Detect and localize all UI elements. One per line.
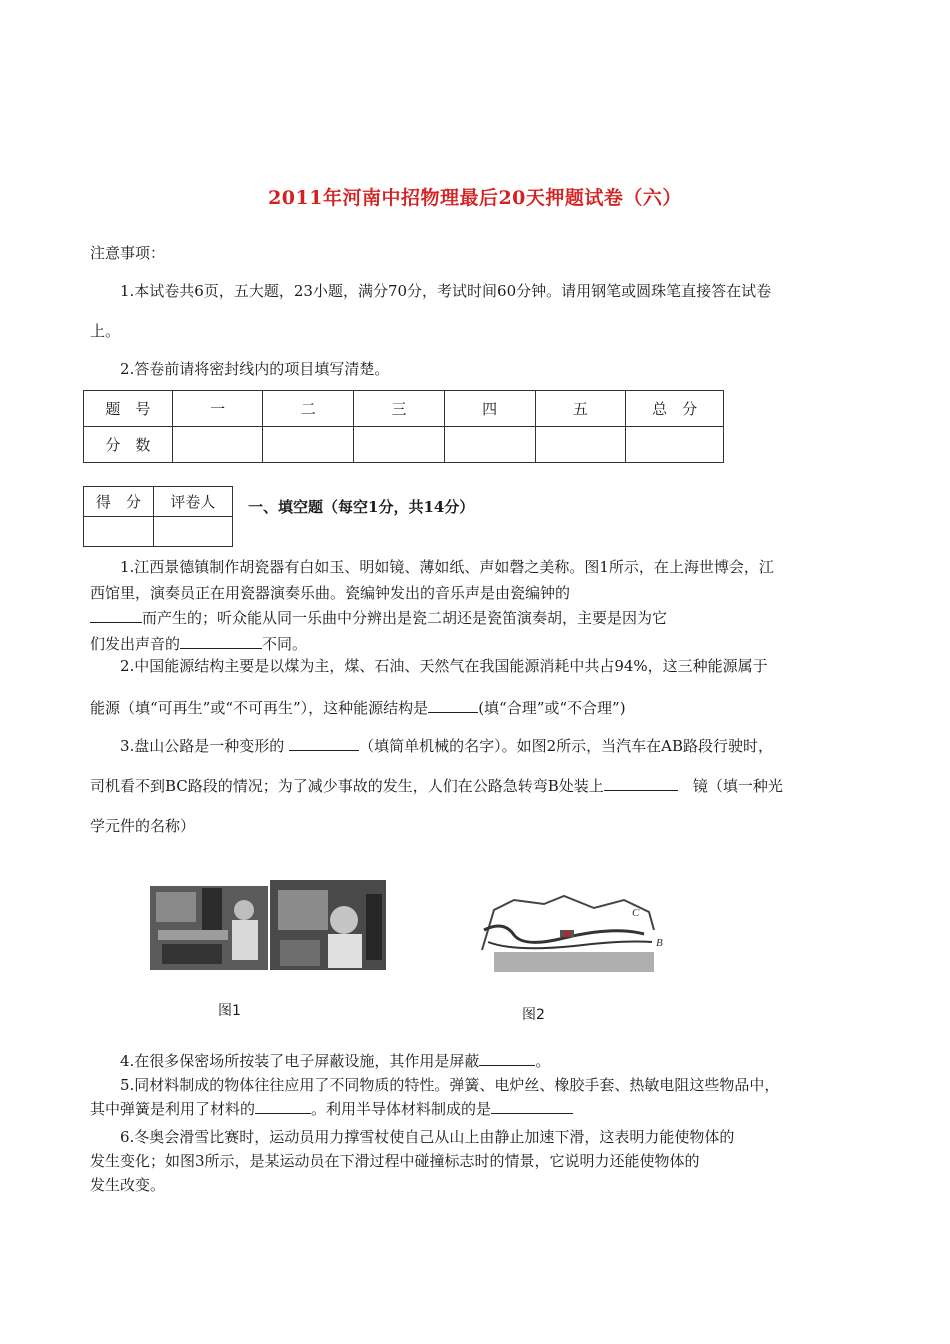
q3-line-2: 司机看不到BC路段的情况；为了减少事故的发生，人们在公路急转弯B处装上 镜（填一种光: [90, 777, 783, 795]
q1-line-1: 1.江西景德镇制作胡瓷器有白如玉、明如镜、薄如纸、声如磬之美称。图1所示，在上海世博会，江: [120, 558, 774, 576]
notice-item-2: 2.答卷前请将密封线内的项目填写清楚。: [120, 360, 390, 378]
figure-1-caption: 图1: [218, 1003, 241, 1019]
score-header-3: 三: [354, 391, 445, 427]
score-cell[interactable]: [535, 427, 626, 463]
q3-blank-1[interactable]: [289, 736, 359, 751]
score-table: [83, 390, 724, 463]
q2-line-2: 能源（填“可再生”或“不可再生”），这种能源结构是 (填“合理”或“不合理”): [90, 699, 626, 717]
score-cell[interactable]: [354, 427, 445, 463]
score-cell[interactable]: [626, 427, 724, 463]
figure-2-label-b: B: [656, 937, 663, 949]
q3-line-3: 学元件的名称）: [90, 817, 196, 835]
score-header-5: 五: [535, 391, 626, 427]
score-cell[interactable]: [263, 427, 354, 463]
score-row-label: 分 数: [84, 427, 173, 463]
q1-line-4: 们发出声音的 不同。: [90, 635, 308, 653]
score-header-total: 总 分: [626, 391, 724, 427]
score-cell[interactable]: [172, 427, 263, 463]
q6-line-2: 发生变化；如图3所示，是某运动员在下滑过程中碰撞标志时的情景，它说明力还能使物体的: [90, 1152, 700, 1170]
q4-blank[interactable]: [479, 1051, 535, 1066]
score-cell[interactable]: [444, 427, 535, 463]
grader-table: [83, 486, 233, 547]
grader-score-cell[interactable]: [84, 517, 154, 547]
q5-blank-1[interactable]: [255, 1099, 311, 1114]
q1-line-3: 而产生的；听众能从同一乐曲中分辨出是瓷二胡还是瓷笛演奏胡，主要是因为它: [90, 607, 667, 628]
q1-blank-1[interactable]: [90, 608, 142, 623]
q4-line: 4.在很多保密场所按装了电子屏蔽设施，其作用是屏蔽 。: [120, 1052, 551, 1070]
figure-1-photo: [148, 880, 388, 972]
grader-name-label: 评卷人: [153, 487, 232, 517]
notice-item-1-cont: 上。: [90, 322, 121, 340]
q5-line-1: 5.同材料制成的物体往往应用了不同物质的特性。弹簧、电炉丝、橡胶手套、热敏电阻这些物品中，: [120, 1076, 780, 1094]
q1-blank-2[interactable]: [180, 634, 262, 649]
q6-line-1: 6.冬奥会滑雪比赛时，运动员用力撑雪杖使自己从山上由静止加速下滑，这表明力能使物体的: [120, 1128, 735, 1146]
q3-line-1: 3.盘山公路是一种变形的 （填简单机械的名字）。如图2所示，当汽车在AB路段行驶时，: [120, 737, 774, 755]
q2-blank[interactable]: [428, 698, 478, 713]
score-header-1: 一: [172, 391, 263, 427]
grader-score-label: 得 分: [84, 487, 154, 517]
notice-item-1: 1.本试卷共6页，五大题，23小题，满分70分，考试时间60分钟。请用钢笔或圆珠笔直接答在试卷: [120, 282, 772, 300]
score-header-2: 二: [263, 391, 354, 427]
q5-line-2: 其中弹簧是利用了材料的 。利用半导体材料制成的是: [90, 1098, 573, 1119]
grader-name-cell[interactable]: [153, 517, 232, 547]
score-header-label: 题 号: [84, 391, 173, 427]
figure-2-label-c: C: [632, 907, 640, 919]
q1-line-2: 西馆里，演奏员正在用瓷器演奏乐曲。瓷编钟发出的音乐声是由瓷编钟的: [90, 584, 571, 602]
score-header-4: 四: [444, 391, 535, 427]
notice-heading: 注意事项：: [90, 244, 166, 262]
page-title: 2011年河南中招物理最后20天押题试卷（六）: [268, 187, 682, 209]
q5-blank-2[interactable]: [491, 1099, 573, 1114]
q6-line-3: 发生改变。: [90, 1176, 166, 1194]
figure-2-caption: 图2: [522, 1007, 545, 1023]
q3-blank-2[interactable]: [604, 776, 678, 791]
q2-line-1: 2.中国能源结构主要是以煤为主，煤、石油、天然气在我国能源消耗中共占94%，这三种能源属于: [120, 657, 768, 675]
figure-2-diagram: [474, 890, 674, 976]
section-1-heading: 一、填空题（每空1分，共14分）: [248, 498, 475, 516]
